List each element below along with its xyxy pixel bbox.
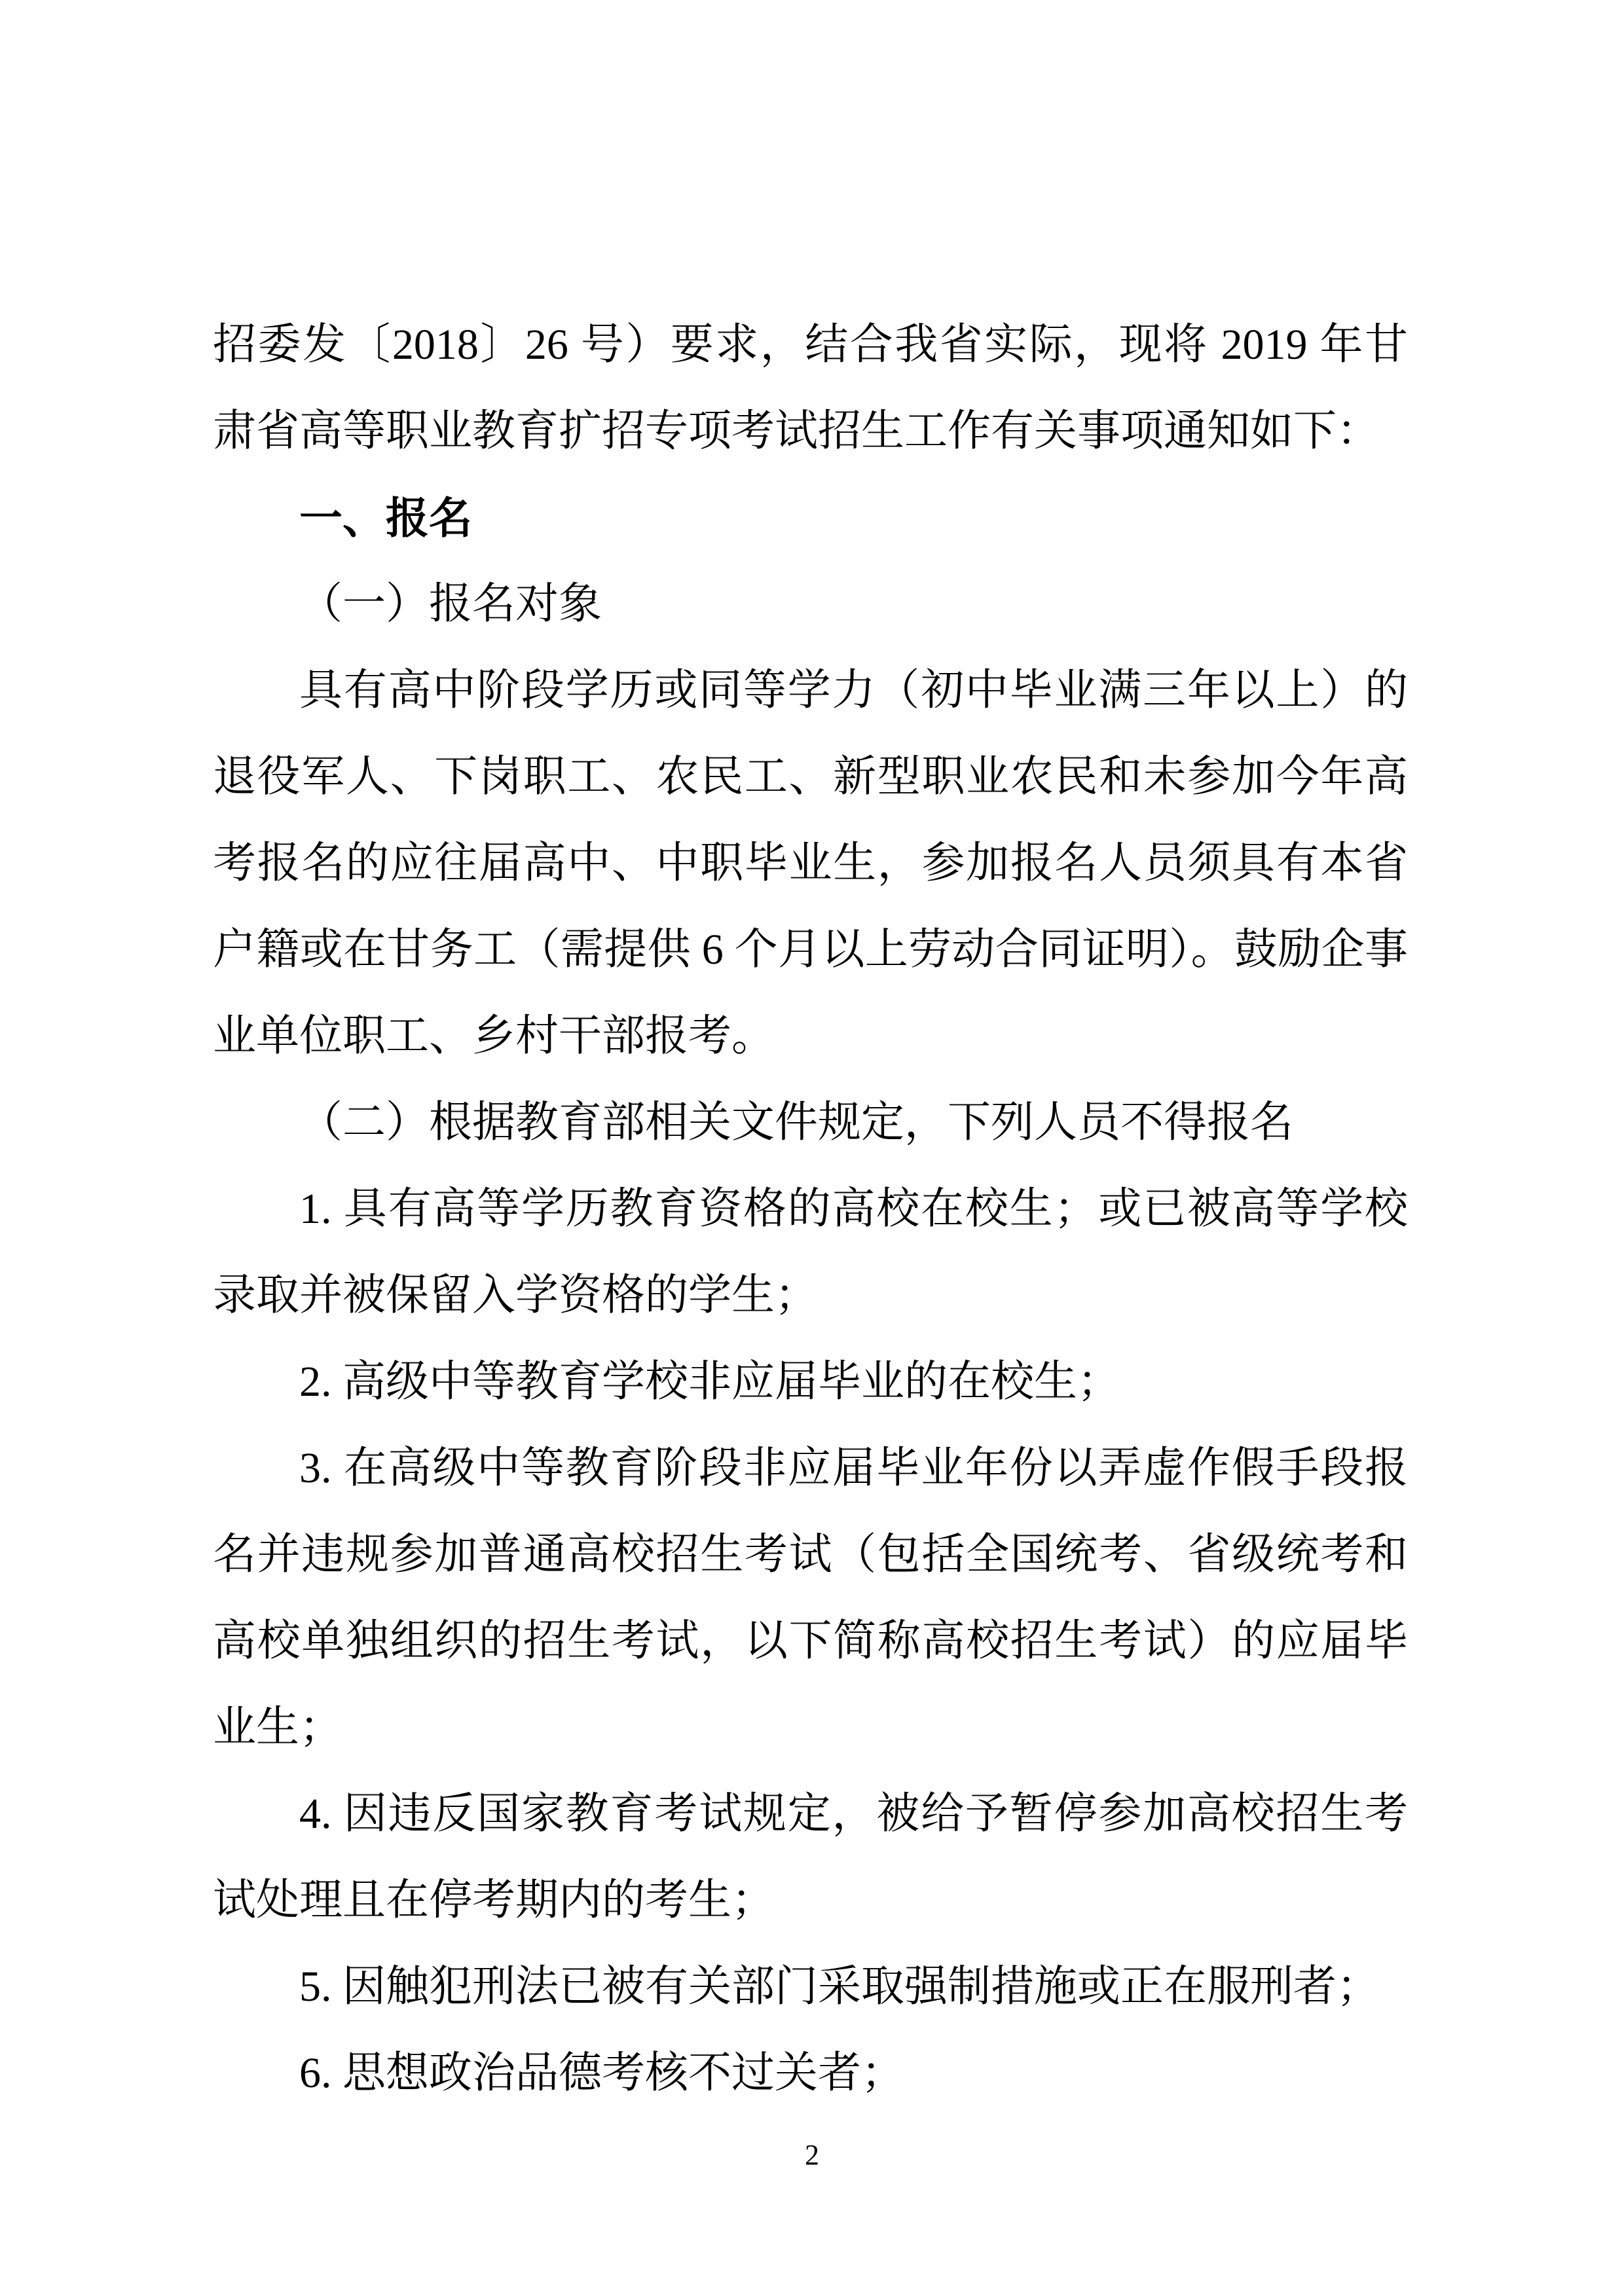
list-item-3: 3. 在高级中等教育阶段非应届毕业年份以弄虚作假手段报名并违规参加普通高校招生考试（包括全国统考、省级统考和高校单独组织的招生考试，以下简称高校招生考试）的应届毕业生； bbox=[213, 1444, 1408, 1751]
list-item-2: 2. 高级中等教育学校非应届毕业的在校生； bbox=[299, 1358, 1120, 1406]
list-item-1: 1. 具有高等学历教育资格的高校在校生；或已被高等学校录取并被保留入学资格的学生； bbox=[213, 1185, 1408, 1319]
list-item-6: 6. 思想政治品德考核不过关者； bbox=[299, 2049, 904, 2097]
list-item-5: 5. 因触犯刑法已被有关部门采取强制措施或正在服刑者； bbox=[299, 1963, 1380, 2011]
document-text-block bbox=[213, 302, 1408, 2117]
paragraph-intro-continuation: 招委发〔2018〕26 号）要求，结合我省实际，现将 2019 年甘肃省高等职业教育扩招专项考试招生工作有关事项通知如下： bbox=[213, 321, 1408, 455]
heading-sub-2-budebaoming: （二）根据教育部相关文件规定，下列人员不得报名 bbox=[299, 1099, 1293, 1146]
page-number: 2 bbox=[805, 2139, 819, 2171]
list-item-4: 4. 因违反国家教育考试规定，被给予暂停参加高校招生考试处理且在停考期内的考生； bbox=[213, 1790, 1408, 1924]
paragraph-eligibility: 具有高中阶段学历或同等学力（初中毕业满三年以上）的退役军人、下岗职工、农民工、新型职业农民和未参加今年高考报名的应往届高中、中职毕业生，参加报名人员须具有本省户籍或在甘务工（需提供 6 个月以上劳动合同证明）。鼓励企事业单位职工、乡村干部报考。 bbox=[213, 666, 1408, 1060]
heading-sub-1-baoming-duixiang: （一）报名对象 bbox=[299, 580, 602, 628]
heading-section-1-baoming: 一、报名 bbox=[299, 494, 472, 542]
